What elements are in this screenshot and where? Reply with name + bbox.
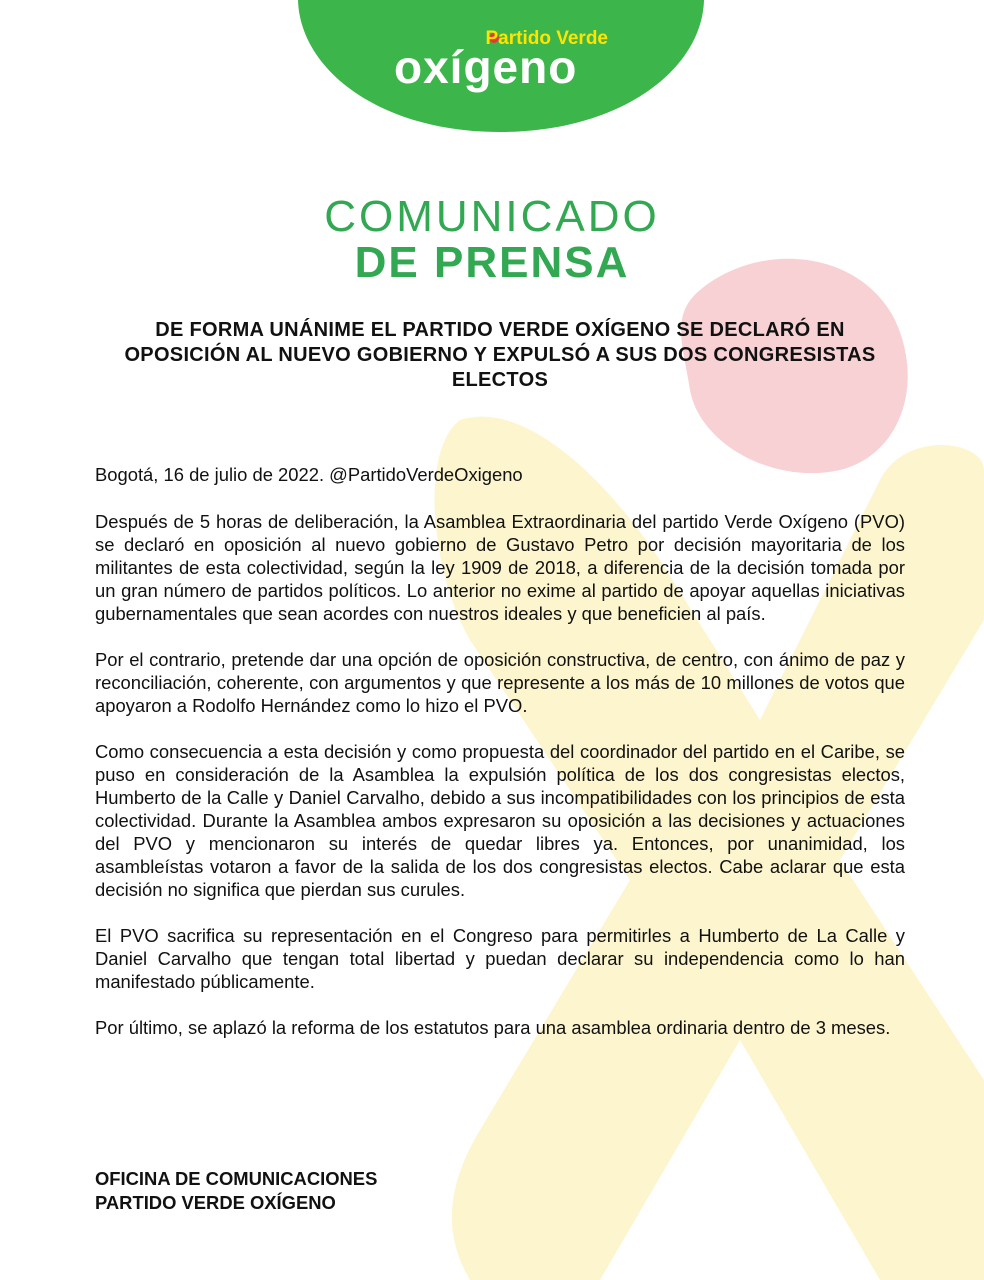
party-logo [390,26,620,96]
body-paragraph-1: Después de 5 horas de deliberación, la Asamblea Extraordinaria del partido Verde Oxígeno (PVO) se declaró en oposición al nuevo gobierno de Gustavo Petro por decisión mayoritaria de los militantes de esta colectividad, según la ley 1909 de 2018, a diferencia de la decisión tomada por un gran número de partidos políticos. Lo anterior no exime al partido de apoyar aquellas iniciativas gubernamentales que sean acordes con nuestros ideales y que beneficien al país. [95,511,905,624]
logo-big-text: oxígeno [394,41,578,93]
signature-block [95,1167,377,1215]
press-body [95,463,905,1062]
body-paragraph-2: Por el contrario, pretende dar una opción de oposición constructiva, de centro, con ánimo de paz y reconciliación, coherente, con argumentos y que represente a los más de 10 millones de votos que apoyaron a Rodolfo Hernández como lo hizo el PVO. [95,649,905,716]
signature-line-2: PARTIDO VERDE OXÍGENO [95,1192,336,1213]
press-headline: DE FORMA UNÁNIME EL PARTIDO VERDE OXÍGENO SE DECLARÓ EN OPOSICIÓN AL NUEVO GOBIERNO Y EXPULSÓ A SUS DOS CONGRESISTAS ELECTOS [124,319,876,391]
title-line-1: COMUNICADO [324,192,660,241]
title-line-2: DE PRENSA [354,238,630,287]
body-paragraph-4: El PVO sacrifica su representación en el Congreso para permitirles a Humberto de La Calle y Daniel Carvalho que tengan total libertad y puedan declarar su independencia como lo han manifestado públicamente. [95,925,905,992]
dateline: Bogotá, 16 de julio de 2022. @PartidoVerdeOxigeno [95,464,523,485]
logo-small-text: Partido Verde [485,28,608,49]
body-paragraph-5: Por último, se aplazó la reforma de los estatutos para una asamblea ordinaria dentro de 3 meses. [95,1017,891,1038]
body-paragraph-3: Como consecuencia a esta decisión y como propuesta del coordinador del partido en el Caribe, se puso en consideración de la Asamblea la expulsión política de los dos congresistas electos, Humberto de la Calle y Daniel Carvalho, debido a sus incompatibilidades con los principios de esta colectividad. Durante la Asamblea ambos expresaron su oposición a las decisiones y actuaciones del PVO y mencionaron su interés de quedar libres ya. Entonces, por unanimidad, los asambleístas votaron a favor de la salida de los dos congresistas electos. Cabe aclarar que esta decisión no significa que pierdan sus curules. [95,741,905,900]
signature-line-1: OFICINA DE COMUNICACIONES [95,1168,378,1189]
